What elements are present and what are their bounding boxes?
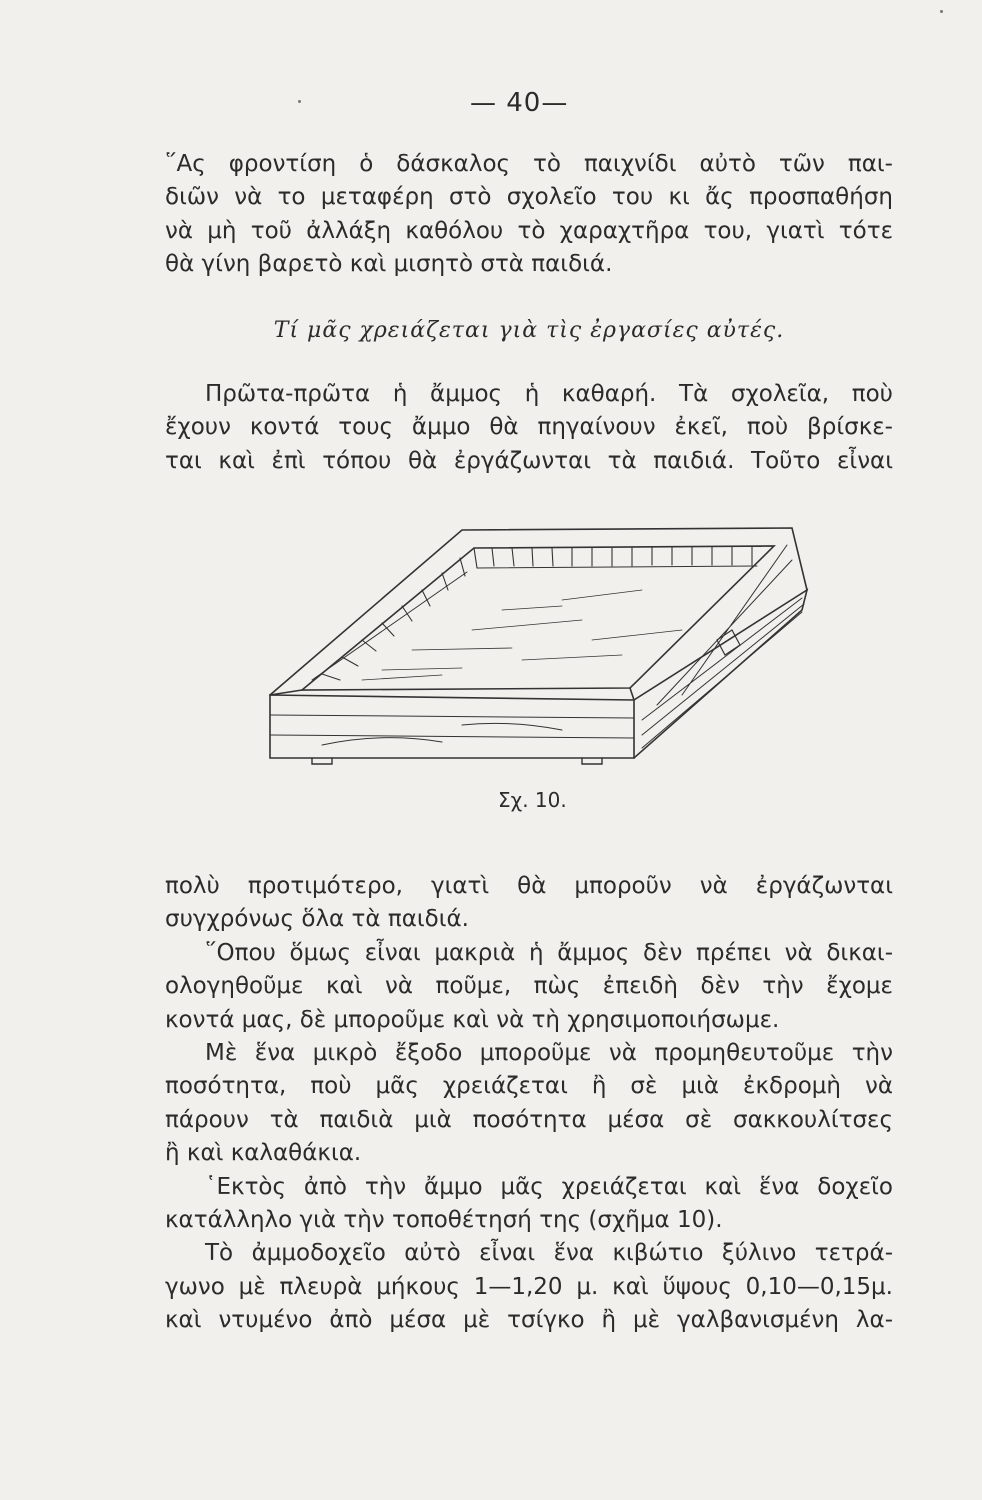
text-line: ἢ καὶ καλαθάκια.: [165, 1140, 362, 1167]
text-line: ποσότητα, ποὺ μᾶς χρειάζεται ἢ σὲ μιὰ ἐκδρομὴ νὰ: [165, 1073, 893, 1100]
text-line: πάρουν τὰ παιδιὰ μιὰ ποσότητα μέσα σὲ σακκουλίτσες: [165, 1106, 893, 1133]
text-line: διῶν νὰ το μεταφέρη στὸ σχολεῖο του κι ἄς προσπαθήση: [165, 184, 893, 211]
text-line: ἔχουν κοντά τους ἄμμο θὰ πηγαίνουν ἐκεῖ, ποὺ βρίσκε-: [165, 414, 893, 441]
text-line: καὶ ντυμένο ἀπὸ μέσα μὲ τσίγκο ἢ μὲ γαλβανισμένη λα-: [165, 1307, 893, 1334]
page-number: — 40—: [470, 88, 569, 118]
paragraph-2: [165, 378, 893, 478]
section-heading: Τί μᾶς χρειάζεται γιὰ τὶς ἐργασίες αὐτές.: [273, 318, 785, 343]
text-line: ῞Ας φροντίση ὁ δάσκαλος τὸ παιχνίδι αὐτὸ τῶν παι-: [165, 151, 893, 177]
text-line: Μὲ ἕνα μικρὸ ἔξοδο μποροῦμε νὰ προμηθευτοῦμε τὴν: [205, 1040, 893, 1067]
figure-caption: Σχ. 10.: [498, 788, 567, 812]
text-line: ῾Εκτὸς ἀπὸ τὴν ἄμμο μᾶς χρειάζεται καὶ ἕνα δοχεῖο: [205, 1173, 893, 1200]
paragraph-3: [165, 870, 893, 1338]
text-line: κατάλληλο γιὰ τὴν τοποθέτησή της (σχῆμα 10).: [165, 1207, 723, 1234]
paper-speck: [940, 10, 943, 13]
text-line: ολογηθοῦμε καὶ νὰ ποῦμε, πὼς ἐπειδὴ δὲν τὴν ἔχομε: [165, 973, 893, 1000]
text-line: θὰ γίνη βαρετὸ καὶ μισητὸ στὰ παιδιά.: [165, 251, 613, 278]
text-line: ται καὶ ἐπὶ τόπου θὰ ἐργάζωνται τὰ παιδιά. Τοῦτο εἶναι: [165, 447, 893, 474]
text-line: πολὺ προτιμότερο, γιατὶ θὰ μποροῦν νὰ ἐργάζωνται: [165, 873, 893, 899]
paper-speck: [298, 100, 301, 103]
paragraph-1: [165, 148, 893, 282]
text-line: γωνο μὲ πλευρὰ μήκους 1—1,20 μ. καὶ ὕψους 0,10—0,15μ.: [165, 1273, 893, 1300]
text-line: Πρῶτα-πρῶτα ἡ ἄμμος ἡ καθαρή. Τὰ σχολεῖα, ποὺ: [205, 381, 893, 407]
text-line: συγχρόνως ὅλα τὰ παιδιά.: [165, 906, 469, 933]
text-line: νὰ μὴ τοῦ ἀλλάξη καθόλου τὸ χαραχτῆρα του, γιατὶ τότε: [165, 217, 893, 244]
sandbox-illustration: [262, 520, 810, 770]
text-line: κοντά μας, δὲ μποροῦμε καὶ νὰ τὴ χρησιμοποιήσωμε.: [165, 1006, 780, 1033]
text-line: ῞Οπου ὅμως εἶναι μακριὰ ἡ ἄμμος δὲν πρέπει νὰ δικαι-: [205, 939, 893, 966]
text-line: Τὸ ἀμμοδοχεῖο αὐτὸ εἶναι ἕνα κιβώτιο ξύλινο τετρά-: [205, 1240, 893, 1267]
